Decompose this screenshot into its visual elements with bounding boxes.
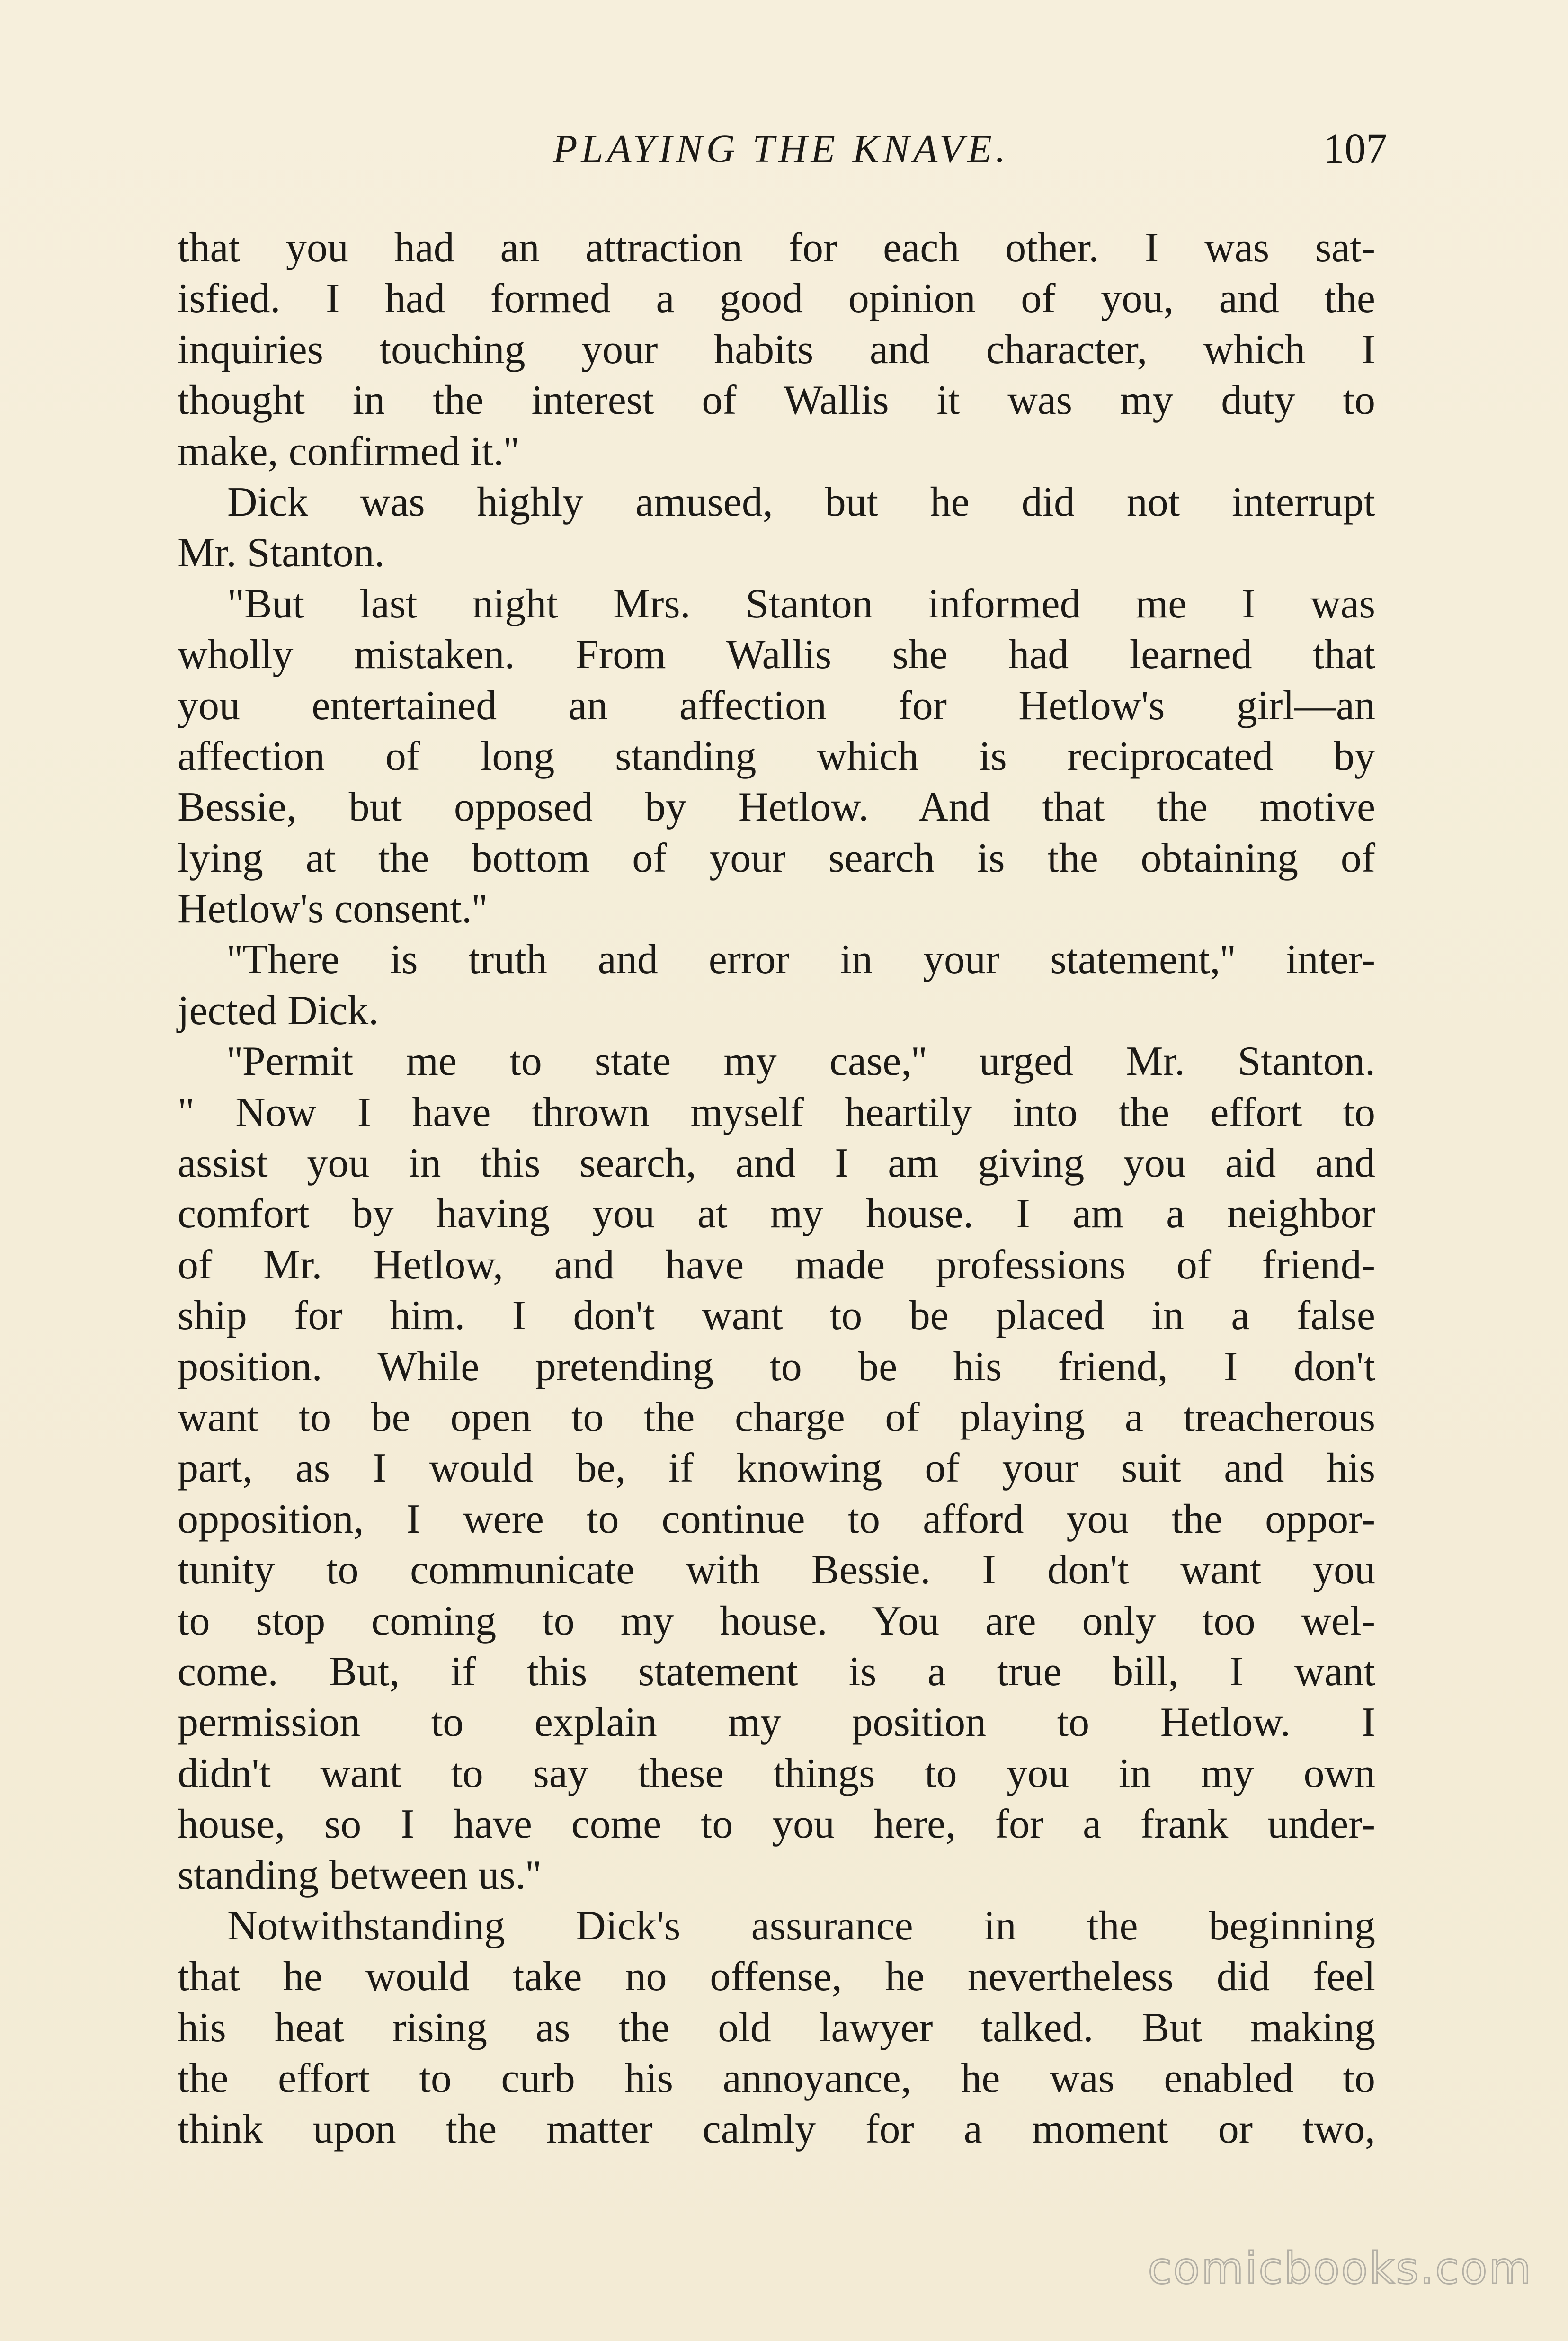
text-line: come. But, if this statement is a true bill, I want — [178, 1648, 1375, 1695]
text-line: ''Permit me to state my case,'' urged Mr. Stanton. — [227, 1038, 1375, 1085]
text-line: the effort to curb his annoyance, he was enabled to — [178, 2055, 1375, 2102]
text-line: " Now I have thrown myself heartily into the effort to — [178, 1089, 1375, 1135]
text-line: his heat rising as the old lawyer talked. But making — [178, 2004, 1375, 2051]
running-title: PLAYING THE KNAVE. — [553, 127, 1009, 171]
text-line: Bessie, but opposed by Hetlow. And that the motive — [178, 784, 1375, 831]
text-line: tunity to communicate with Bessie. I don't want you — [178, 1547, 1375, 1593]
text-line: to stop coming to my house. You are only too wel- — [178, 1598, 1375, 1644]
watermark: comicbooks.com — [1148, 2243, 1532, 2294]
text-line: lying at the bottom of your search is the obtaining of — [178, 835, 1375, 881]
text-line: permission to explain my position to Hetlow. I — [178, 1699, 1375, 1746]
body-text — [178, 223, 1375, 2155]
page-number: 107 — [1323, 125, 1387, 172]
text-line: part, as I would be, if knowing of your suit and his — [178, 1445, 1375, 1492]
text-line: Mr. Stanton. — [178, 530, 385, 576]
text-line: "But last night Mrs. Stanton informed me I was — [227, 581, 1375, 627]
text-line: opposition, I were to continue to afford you the oppor- — [178, 1496, 1375, 1542]
text-line: that you had an attraction for each other. I was sat- — [178, 225, 1375, 271]
text-line: jected Dick. — [178, 987, 379, 1034]
text-line: position. While pretending to be his friend, I don't — [178, 1343, 1375, 1390]
text-line: of Mr. Hetlow, and have made professions of friend- — [178, 1242, 1375, 1288]
text-line: Notwithstanding Dick's assurance in the beginning — [227, 1903, 1375, 1949]
text-line: isfied. I had formed a good opinion of you, and the — [178, 276, 1375, 322]
text-line: ''There is truth and error in your statement,'' inter- — [227, 937, 1375, 983]
text-line: Dick was highly amused, but he did not interrupt — [227, 479, 1375, 525]
text-line: wholly mistaken. From Wallis she had learned that — [178, 632, 1375, 678]
text-line: assist you in this search, and I am giving you aid and — [178, 1140, 1375, 1187]
text-line: ship for him. I don't want to be placed in a false — [178, 1293, 1375, 1339]
text-line: house, so I have come to you here, for a frank under- — [178, 1801, 1375, 1848]
text-line: you entertained an affection for Hetlow's girl—an — [178, 682, 1375, 729]
text-line: inquiries touching your habits and character, which I — [178, 326, 1375, 373]
text-line: that he would take no offense, he nevertheless did feel — [178, 1954, 1375, 2000]
text-line: didn't want to say these things to you in my own — [178, 1750, 1375, 1796]
text-line: want to be open to the charge of playing a treacherous — [178, 1394, 1375, 1440]
text-line: standing between us.'' — [178, 1852, 541, 1898]
running-head — [175, 118, 1387, 180]
text-line: thought in the interest of Wallis it was my duty to — [178, 377, 1375, 424]
text-line: comfort by having you at my house. I am a neighbor — [178, 1191, 1375, 1237]
text-line: affection of long standing which is reciprocated by — [178, 733, 1375, 779]
text-line: Hetlow's consent.'' — [178, 886, 487, 932]
text-line: think upon the matter calmly for a moment or two, — [178, 2106, 1375, 2153]
text-line: make, confirmed it.'' — [178, 428, 519, 474]
